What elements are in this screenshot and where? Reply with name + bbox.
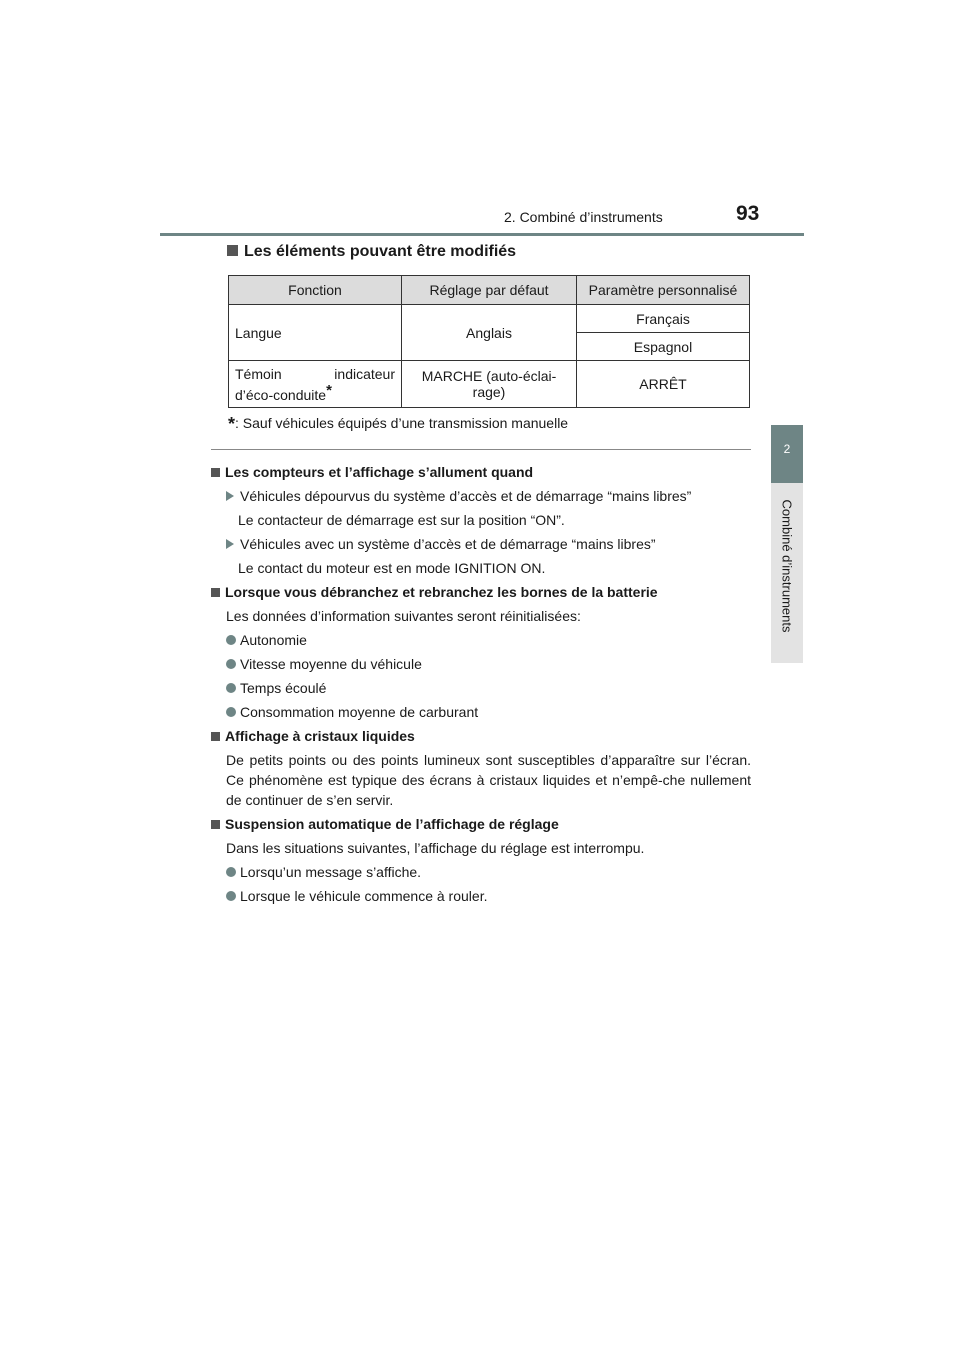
circle-bullet-icon <box>226 707 236 717</box>
square-bullet-icon <box>211 732 220 741</box>
table-cell-option: Espagnol <box>577 333 750 361</box>
section-title-text: Les éléments pouvant être modifiés <box>244 243 517 260</box>
list-item <box>211 886 751 906</box>
settings-table <box>228 275 750 408</box>
circle-bullet-icon <box>226 635 236 645</box>
list-item-text: Véhicules avec un système d’accès et de démarrage “mains libres” <box>240 536 656 552</box>
triangle-right-icon <box>226 491 234 501</box>
table-cell-default <box>402 361 577 408</box>
default-line: rage) <box>472 384 506 400</box>
footnote-text: : Sauf véhicules équipés d’une transmission manuelle <box>235 415 569 431</box>
section-divider <box>211 449 751 450</box>
note-heading-text: Les compteurs et l’affichage s’allument quand <box>225 464 534 480</box>
list-item <box>211 486 751 506</box>
note-heading <box>211 462 751 482</box>
list-item-text: Lorsque le véhicule commence à rouler. <box>240 888 488 904</box>
table-header-row <box>229 276 750 305</box>
list-item-text: Véhicules dépourvus du système d’accès et de démarrage “mains libres” <box>240 488 692 504</box>
list-item <box>211 702 751 722</box>
table-header-cell: Réglage par défaut <box>402 276 577 305</box>
square-bullet-icon <box>211 820 220 829</box>
footnote-mark: * <box>326 381 332 399</box>
list-item-text: Vitesse moyenne du véhicule <box>240 656 422 672</box>
circle-bullet-icon <box>226 867 236 877</box>
page-number: 93 <box>736 202 760 225</box>
table-header-cell: Fonction <box>229 276 402 305</box>
list-item-text: Lorsqu’un message s’affiche. <box>240 864 422 880</box>
table-row <box>229 361 750 408</box>
default-line: MARCHE (auto-éclai- <box>421 368 557 384</box>
list-item-text: Autonomie <box>240 632 307 648</box>
function-line-2 <box>235 382 395 403</box>
function-line: Témoin indicateur <box>235 365 395 382</box>
list-item <box>211 654 751 674</box>
circle-bullet-icon <box>226 659 236 669</box>
list-item <box>211 534 751 554</box>
note-heading-text: Affichage à cristaux liquides <box>225 728 415 744</box>
note-heading <box>211 582 751 602</box>
square-bullet-icon <box>211 468 220 477</box>
note-intro: Les données d’information suivantes seront réinitialisées: <box>226 608 581 624</box>
section-title <box>227 243 516 261</box>
side-tab-label: Combiné d’instruments <box>779 499 795 633</box>
list-item-text: Temps écoulé <box>240 680 327 696</box>
note-heading-text: Suspension automatique de l’affichage de réglage <box>225 816 559 832</box>
triangle-right-icon <box>226 539 234 549</box>
function-line-text: d’éco-conduite <box>235 386 327 403</box>
list-item <box>211 630 751 650</box>
list-item <box>211 678 751 698</box>
note-heading <box>211 814 751 834</box>
notes-area <box>211 458 751 906</box>
list-item <box>211 862 751 882</box>
note-paragraph: De petits points ou des points lumineux sont susceptibles d’apparaître sur l’écran. Ce phénomène est typique des écrans à cristaux liquides et n’empê-che nullement de continuer de s’en servir. <box>226 752 751 808</box>
footnote-star: * <box>228 414 236 434</box>
footnote <box>228 414 568 435</box>
square-bullet-icon <box>211 588 220 597</box>
table-cell-option: Français <box>577 305 750 333</box>
table-cell-default: Anglais <box>402 305 577 361</box>
table-cell-function <box>229 361 402 408</box>
list-item-detail: Le contacteur de démarrage est sur la position “ON”. <box>238 512 565 528</box>
square-bullet-icon <box>227 245 238 256</box>
side-tab-number: 2 <box>771 425 803 483</box>
header-title: 2. Combiné d’instruments <box>504 209 663 225</box>
list-item-detail: Le contact du moteur est en mode IGNITION ON. <box>238 560 546 576</box>
circle-bullet-icon <box>226 683 236 693</box>
list-item-text: Consommation moyenne de carburant <box>240 704 479 720</box>
circle-bullet-icon <box>226 891 236 901</box>
table-cell-function: Langue <box>229 305 402 361</box>
header-rule <box>160 233 804 236</box>
table-row <box>229 305 750 333</box>
table-header-cell: Paramètre personnalisé <box>577 276 750 305</box>
note-intro: Dans les situations suivantes, l’affichage du réglage est interrompu. <box>226 840 645 856</box>
note-heading-text: Lorsque vous débranchez et rebranchez les bornes de la batterie <box>225 584 658 600</box>
table-cell-option: ARRÊT <box>577 361 750 408</box>
note-heading <box>211 726 751 746</box>
